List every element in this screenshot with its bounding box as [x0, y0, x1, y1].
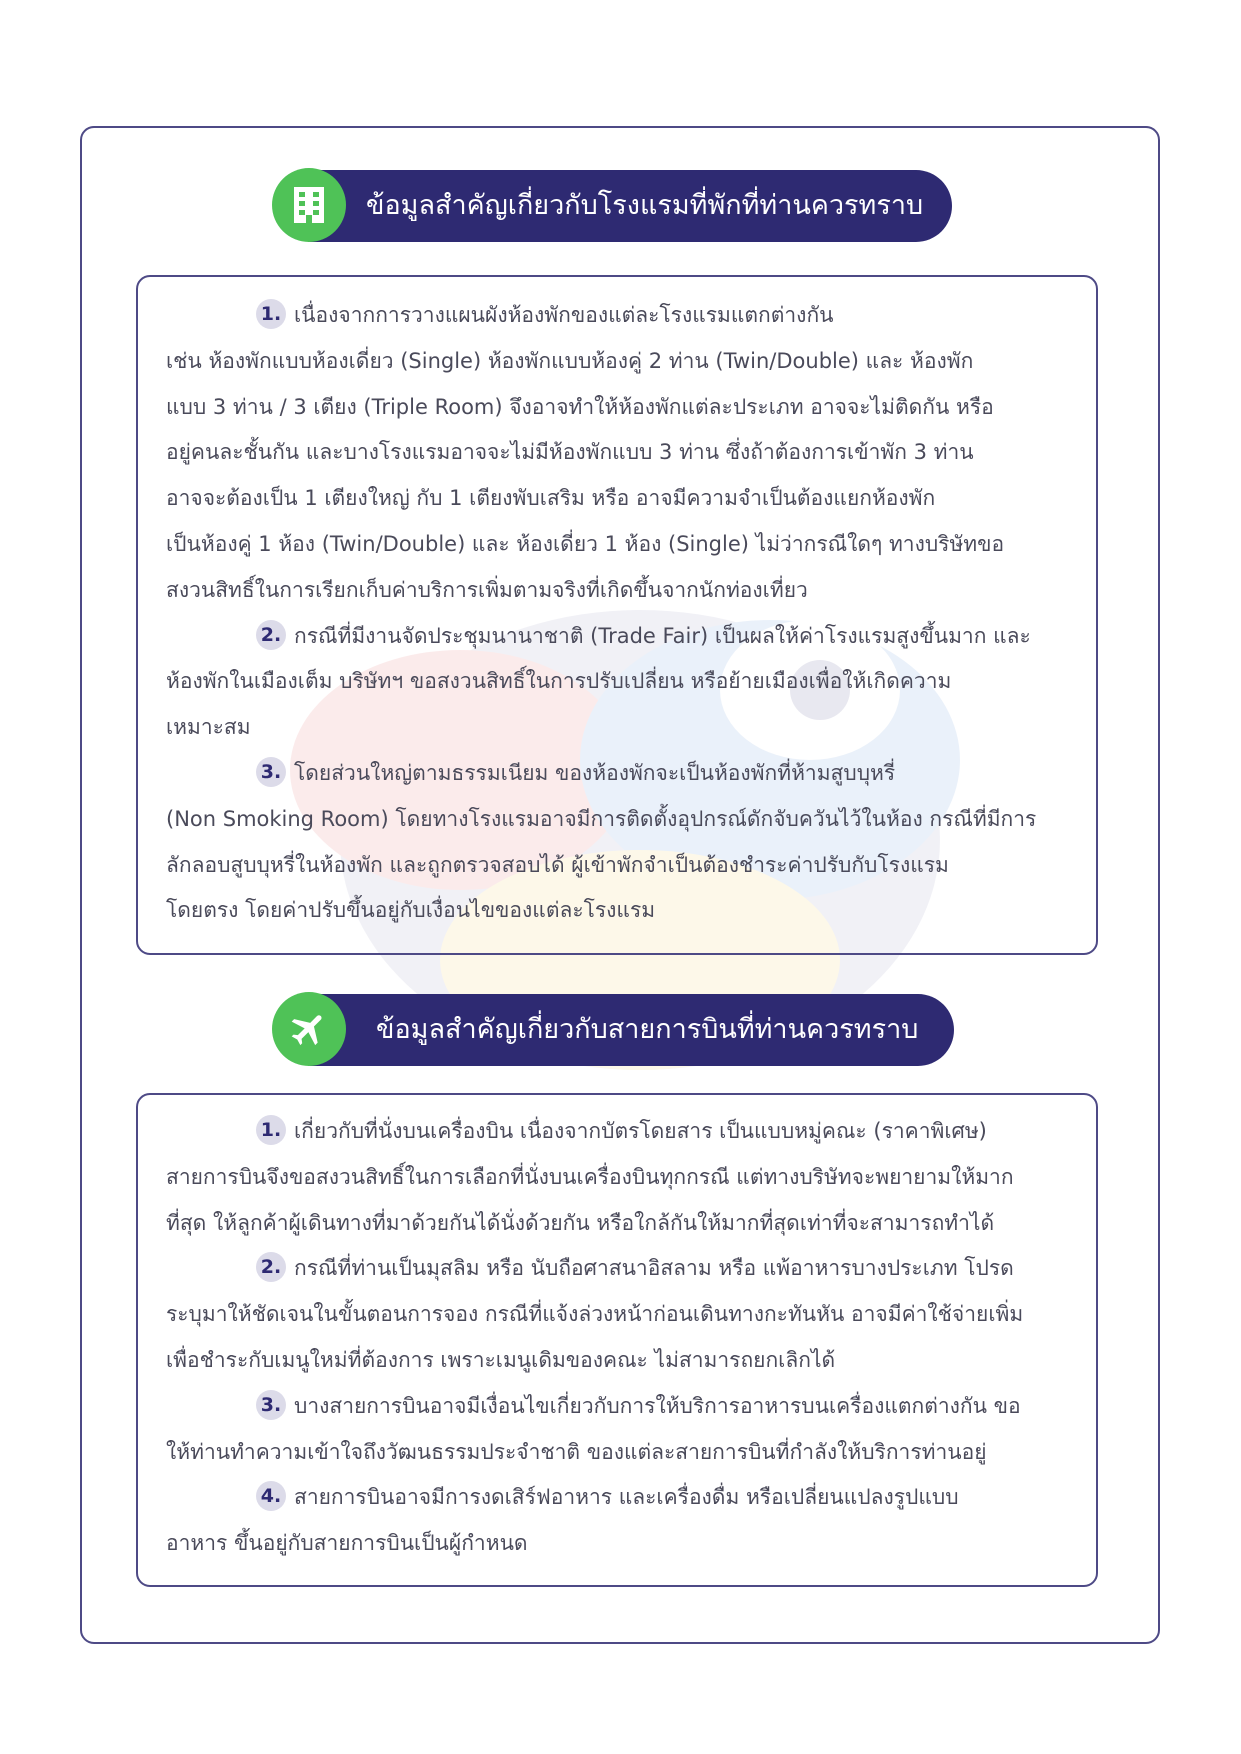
hotel-item-1-line-5: อาจจะต้องเป็น 1 เตียงใหญ่ กับ 1 เตียงพับเสริม หรือ อาจมีความจำเป็นต้องแยกห้องพัก: [166, 486, 936, 511]
item-number-badge: 4.: [256, 1481, 286, 1511]
hotel-info-panel: [136, 275, 1098, 955]
airline-item-3-line-2: ให้ท่านทำความเข้าใจถึงวัฒนธรรมประจำชาติ ของแต่ละสายการบินที่กำลังให้บริการท่านอยู่: [166, 1439, 987, 1464]
airline-info-panel: [136, 1093, 1098, 1587]
airline-item-1-line-3: ที่สุด ให้ลูกค้าผู้เดินทางที่มาด้วยกันได้นั่งด้วยกัน หรือใกล้กันให้มากที่สุดเท่าที่จะสามารถทำได้: [166, 1210, 995, 1235]
item-number-badge: 3.: [256, 757, 286, 787]
airline-item-2-line-3: เพื่อชำระกับเมนูใหม่ที่ต้องการ เพราะเมนูเดิมของคณะ ไม่สามารถยกเลิกได้: [166, 1347, 836, 1372]
hotel-item-1-line-4: อยู่คนละชั้นกัน และบางโรงแรมอาจจะไม่มีห้องพักแบบ 3 ท่าน ซึ่งถ้าต้องการเข้าพัก 3 ท่าน: [166, 440, 974, 465]
airline-item-3-line-1: 3. บางสายการบินอาจมีเงื่อนไขเกี่ยวกับการให้บริการอาหารบนเครื่องแตกต่างกัน ขอ: [166, 1384, 1070, 1430]
hotel-item-3-line-2: (Non Smoking Room) โดยทางโรงแรมอาจมีการติดตั้งอุปกรณ์ดักจับควันไว้ในห้อง กรณีที่มีการ: [166, 806, 1037, 831]
item-number-badge: 2.: [256, 1252, 286, 1282]
hotel-item-2-line-3: เหมาะสม: [166, 715, 251, 740]
hotel-item-2-line-2: ห้องพักในเมืองเต็ม บริษัทฯ ขอสงวนสิทธิ์ในการปรับเปลี่ยน หรือย้ายเมืองเพื่อให้เกิดความ: [166, 669, 952, 694]
item-number-badge: 1.: [256, 1115, 286, 1145]
hotel-item-1-line-3: แบบ 3 ท่าน / 3 เตียง (Triple Room) จึงอาจทำให้ห้องพักแต่ละประเภท อาจจะไม่ติดกัน หรือ: [166, 394, 994, 419]
airline-section-title-bar: [308, 994, 954, 1066]
hotel-section-header: [272, 168, 952, 242]
hotel-item-1-line-1: 1. เนื่องจากการวางแผนผังห้องพักของแต่ละโรงแรมแตกต่างกัน: [166, 293, 1070, 339]
airline-item-1-line-1: 1. เกี่ยวกับที่นั่งบนเครื่องบิน เนื่องจากบัตรโดยสาร เป็นแบบหมู่คณะ (ราคาพิเศษ): [166, 1109, 1070, 1155]
hotel-item-1-line-7: สงวนสิทธิ์ในการเรียกเก็บค่าบริการเพิ่มตามจริงที่เกิดขึ้นจากนักท่องเที่ยว: [166, 577, 808, 602]
hotel-item-3-line-3: ลักลอบสูบบุหรี่ในห้องพัก และถูกตรวจสอบได้ ผู้เข้าพักจำเป็นต้องชำระค่าปรับกับโรงแรม: [166, 852, 949, 877]
airline-item-1: [166, 1109, 1070, 1246]
airline-item-2-line-1: 2. กรณีที่ท่านเป็นมุสลิม หรือ นับถือศาสนาอิสลาม หรือ แพ้อาหารบางประเภท โปรด: [166, 1246, 1070, 1292]
airline-item-1-line-2: สายการบินจึงขอสงวนสิทธิ์ในการเลือกที่นั่งบนเครื่องบินทุกกรณี แต่ทางบริษัทจะพยายามให้มาก: [166, 1164, 1014, 1189]
hotel-section-title-bar: [308, 170, 952, 242]
airline-section-title: ข้อมูลสำคัญเกี่ยวกับสายการบินที่ท่านควรทราบ: [376, 1014, 919, 1045]
hotel-section-title: ข้อมูลสำคัญเกี่ยวกับโรงแรมที่พักที่ท่านควรทราบ: [366, 190, 924, 221]
hotel-item-1-line-6: เป็นห้องคู่ 1 ห้อง (Twin/Double) และ ห้องเดี่ยว 1 ห้อง (Single) ไม่ว่ากรณีใดๆ ทางบริษัทขอ: [166, 531, 1005, 556]
airline-item-2-line-2: ระบุมาให้ชัดเจนในขั้นตอนการจอง กรณีที่แจ้งล่วงหน้าก่อนเดินทางกะทันหัน อาจมีค่าใช้จ่ายเพิ่ม: [166, 1302, 1024, 1327]
airline-item-4-line-2: อาหาร ขึ้นอยู่กับสายการบินเป็นผู้กำหนด: [166, 1531, 528, 1556]
airline-item-4-line-1: 4. สายการบินอาจมีการงดเสิร์ฟอาหาร และเครื่องดื่ม หรือเปลี่ยนแปลงรูปแบบ: [166, 1475, 1070, 1521]
hotel-item-2-line-1: 2. กรณีที่มีงานจัดประชุมนานาชาติ (Trade Fair) เป็นผลให้ค่าโรงแรมสูงขึ้นมาก และ: [166, 614, 1070, 660]
airline-item-3: [166, 1384, 1070, 1476]
airplane-icon: [272, 992, 346, 1066]
hotel-item-1: [166, 293, 1070, 614]
item-number-badge: 2.: [256, 620, 286, 650]
building-icon: [272, 168, 346, 242]
airline-item-4: [166, 1475, 1070, 1567]
item-number-badge: 1.: [256, 299, 286, 329]
hotel-item-2: [166, 614, 1070, 751]
item-number-badge: 3.: [256, 1390, 286, 1420]
hotel-item-3: [166, 751, 1070, 934]
hotel-item-1-line-2: เช่น ห้องพักแบบห้องเดี่ยว (Single) ห้องพักแบบห้องคู่ 2 ท่าน (Twin/Double) และ ห้องพัก: [166, 348, 974, 373]
airline-item-2: [166, 1246, 1070, 1383]
airline-section-header: [272, 992, 954, 1066]
hotel-item-3-line-1: 3. โดยส่วนใหญ่ตามธรรมเนียม ของห้องพักจะเป็นห้องพักที่ห้ามสูบบุหรี่: [166, 751, 1070, 797]
hotel-item-3-line-4: โดยตรง โดยค่าปรับขึ้นอยู่กับเงื่อนไขของแต่ละโรงแรม: [166, 898, 656, 923]
